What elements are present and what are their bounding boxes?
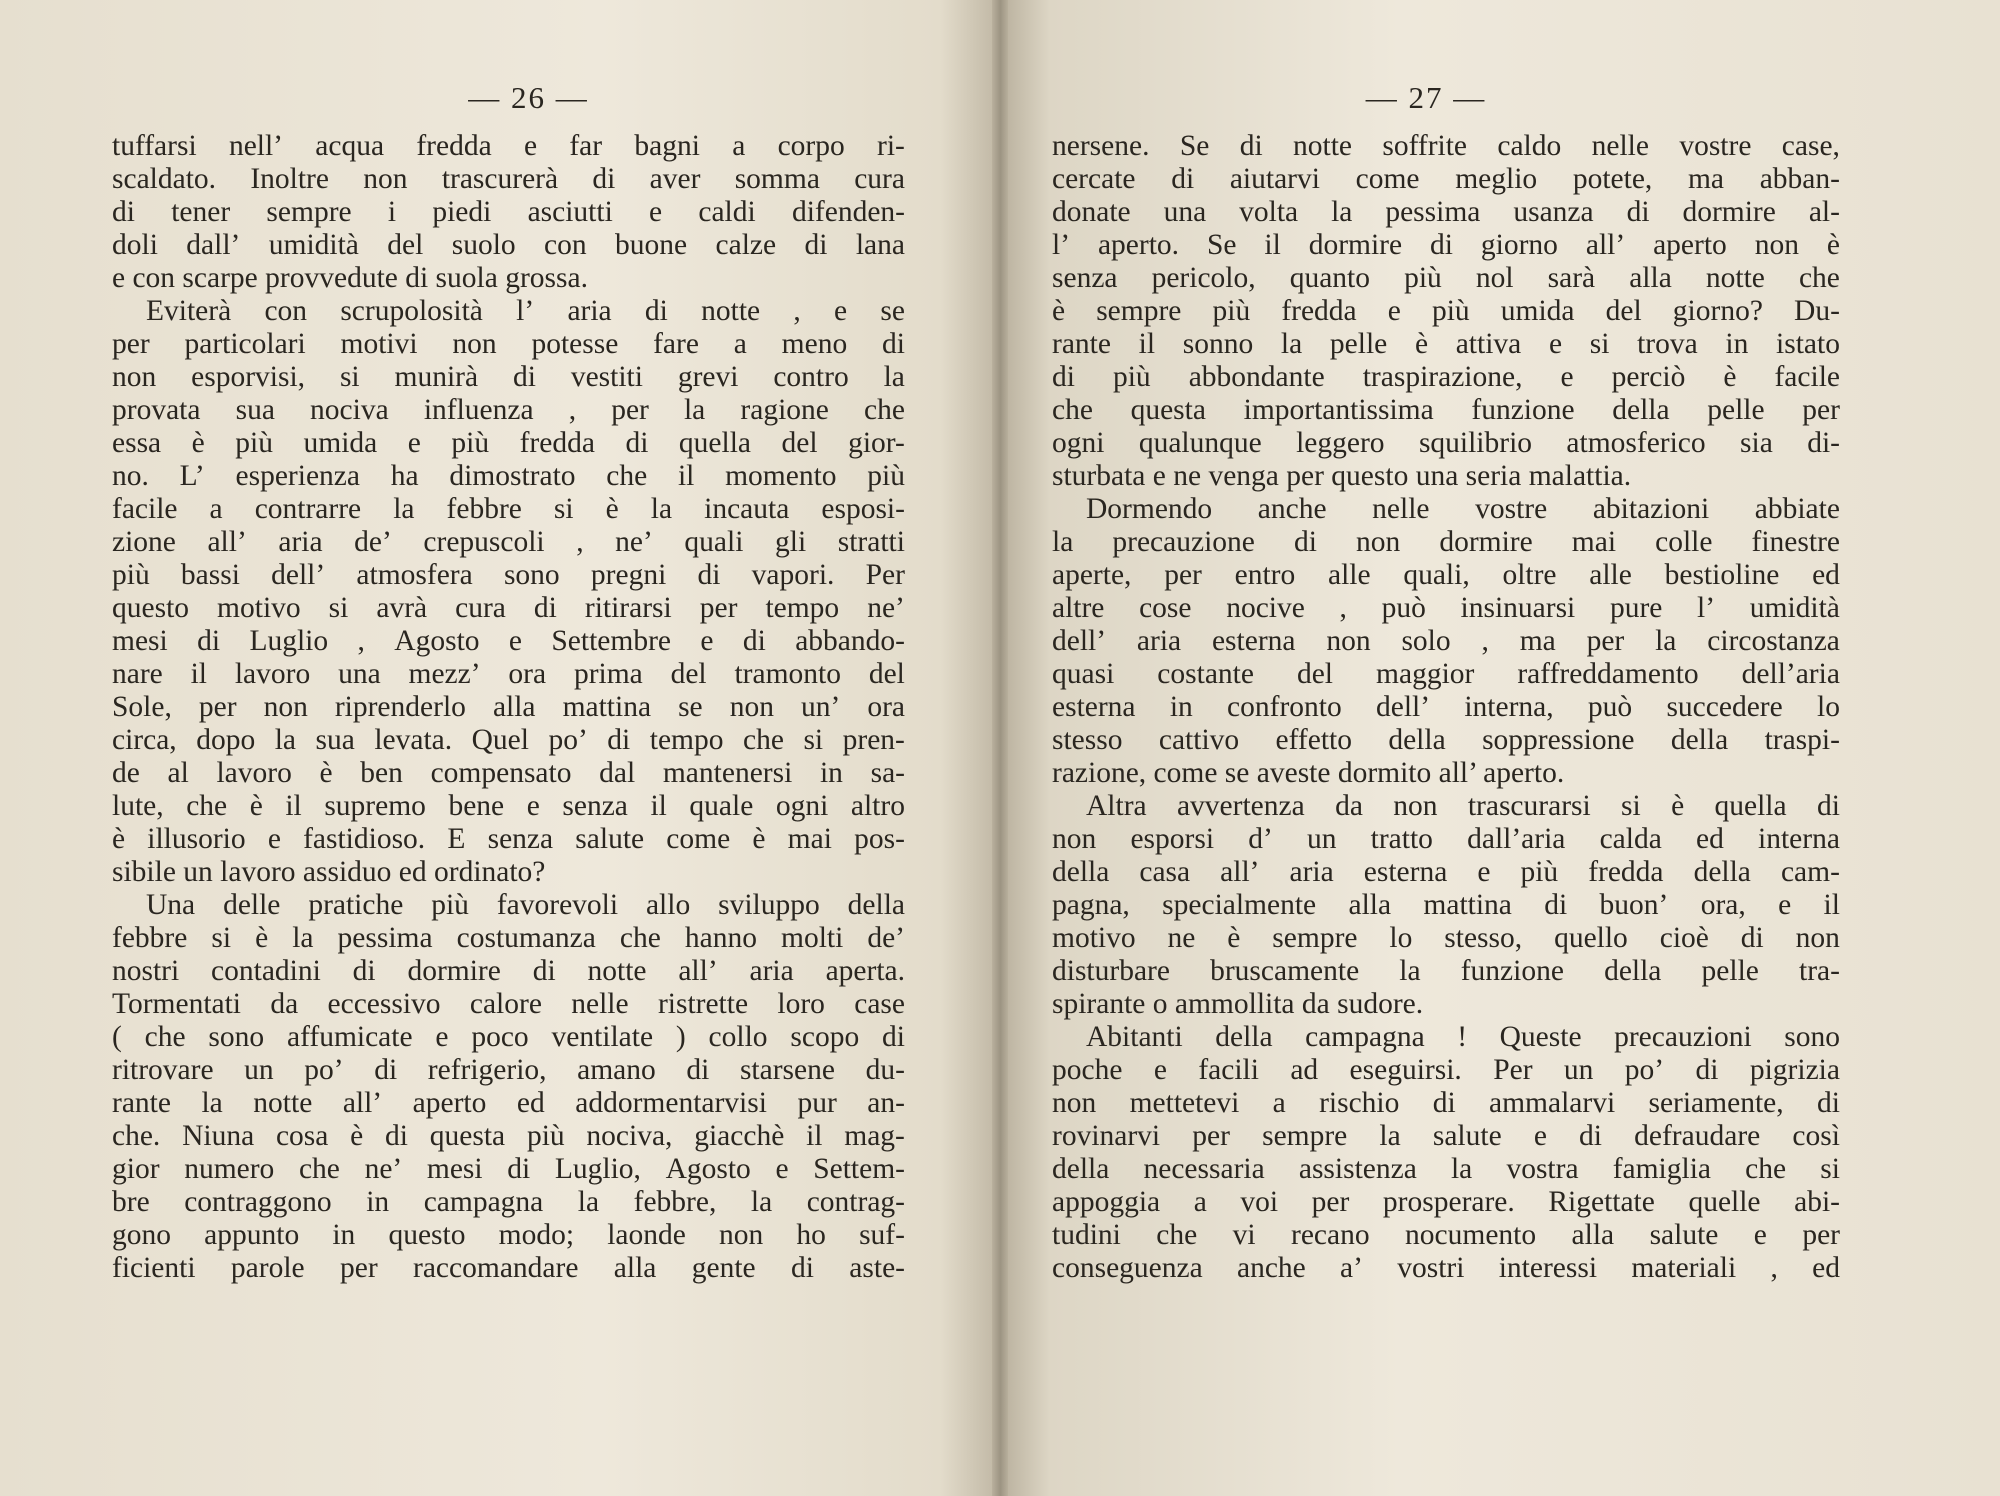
text-line: non esporvisi, si munirà di vestiti grevi contro la xyxy=(112,361,905,393)
text-line: l’ aperto. Se il dormire di giorno all’ aperto non è xyxy=(1052,229,1840,261)
text-line: Altra avvertenza da non trascurarsi si è quella di xyxy=(1086,790,1840,822)
text-line: zione all’ aria de’ crepuscoli , ne’ quali gli stratti xyxy=(112,526,905,558)
text-line: tudini che vi recano nocumento alla salute e per xyxy=(1052,1219,1840,1251)
book-gutter xyxy=(992,0,1008,1496)
text-line: per particolari motivi non potesse fare a meno di xyxy=(112,328,905,360)
text-line: mesi di Luglio , Agosto e Settembre e di abbando- xyxy=(112,625,905,657)
text-line: gior numero che ne’ mesi di Luglio, Agosto e Settem- xyxy=(112,1153,905,1185)
text-line: provata sua nociva influenza , per la ragione che xyxy=(112,394,905,426)
text-line: essa è più umida e più fredda di quella del gior- xyxy=(112,427,905,459)
text-line: no. L’ esperienza ha dimostrato che il momento più xyxy=(112,460,905,492)
text-line: senza pericolo, quanto più nol sarà alla notte che xyxy=(1052,262,1840,294)
text-line: circa, dopo la sua levata. Quel po’ di tempo che si pren- xyxy=(112,724,905,756)
text-line: che. Niuna cosa è di questa più nociva, giacchè il mag- xyxy=(112,1120,905,1152)
text-line: motivo ne è sempre lo stesso, quello cioè di non xyxy=(1052,922,1840,954)
text-line: nostri contadini di dormire di notte all’ aria aperta. xyxy=(112,955,905,987)
text-line: più bassi dell’ atmosfera sono pregni di vapori. Per xyxy=(112,559,905,591)
text-line: razione, come se aveste dormito all’ aperto. xyxy=(1052,757,1565,789)
text-line: appoggia a voi per prosperare. Rigettate quelle abi- xyxy=(1052,1186,1840,1218)
text-line: esterna in confronto dell’ interna, può succedere lo xyxy=(1052,691,1840,723)
text-line: Tormentati da eccessivo calore nelle ristrette loro case xyxy=(112,988,905,1020)
text-line: e con scarpe provvedute di suola grossa. xyxy=(112,262,588,294)
text-line: questo motivo si avrà cura di ritirarsi per tempo ne’ xyxy=(112,592,905,624)
text-line: rante il sonno la pelle è attiva e si trova in istato xyxy=(1052,328,1840,360)
page-number: — 27 — xyxy=(1365,80,1487,115)
text-line: facile a contrarre la febbre si è la incauta esposi- xyxy=(112,493,905,525)
text-line: poche e facili ad eseguirsi. Per un po’ di pigrizia xyxy=(1052,1054,1840,1086)
text-line: è sempre più fredda e più umida del giorno? Du- xyxy=(1052,295,1840,327)
text-line: ( che sono affumicate e poco ventilate ) collo scopo di xyxy=(112,1021,905,1053)
text-line: aperte, per entro alle quali, oltre alle bestioline ed xyxy=(1052,559,1840,591)
text-line: ritrovare un po’ di refrigerio, amano di starsene du- xyxy=(112,1054,905,1086)
text-line: gono appunto in questo modo; laonde non ho suf- xyxy=(112,1219,905,1251)
text-line: di più abbondante traspirazione, e perciò è facile xyxy=(1052,361,1840,393)
text-line: Eviterà con scrupolosità l’ aria di notte , e se xyxy=(146,295,905,327)
text-line: Dormendo anche nelle vostre abitazioni abbiate xyxy=(1086,493,1840,525)
text-line: è illusorio e fastidioso. E senza salute come è mai pos- xyxy=(112,823,905,855)
text-line: stesso cattivo effetto della soppressione della traspi- xyxy=(1052,724,1840,756)
text-line: conseguenza anche a’ vostri interessi materiali , ed xyxy=(1052,1252,1840,1284)
text-line: doli dall’ umidità del suolo con buone calze di lana xyxy=(112,229,905,261)
text-line: bre contraggono in campagna la febbre, la contrag- xyxy=(112,1186,905,1218)
page-text xyxy=(112,130,905,1285)
right-page xyxy=(1000,0,2000,1496)
text-line: non esporsi d’ un tratto dall’aria calda ed interna xyxy=(1052,823,1840,855)
text-line: rante la notte all’ aperto ed addormentarvisi pur an- xyxy=(112,1087,905,1119)
text-line: dell’ aria esterna non solo , ma per la circostanza xyxy=(1052,625,1840,657)
text-line: ogni qualunque leggero squilibrio atmosferico sia di- xyxy=(1052,427,1840,459)
text-line: Abitanti della campagna ! Queste precauzioni sono xyxy=(1086,1021,1840,1053)
text-line: lute, che è il supremo bene e senza il quale ogni altro xyxy=(112,790,905,822)
text-line: febbre si è la pessima costumanza che hanno molti de’ xyxy=(112,922,905,954)
text-line: ficienti parole per raccomandare alla gente di aste- xyxy=(112,1252,905,1284)
text-line: Sole, per non riprenderlo alla mattina se non un’ ora xyxy=(112,691,905,723)
text-line: de al lavoro è ben compensato dal mantenersi in sa- xyxy=(112,757,905,789)
page-number: — 26 — xyxy=(468,80,589,115)
text-line: della necessaria assistenza la vostra famiglia che si xyxy=(1052,1153,1840,1185)
text-line: disturbare bruscamente la funzione della pelle tra- xyxy=(1052,955,1840,987)
text-line: rovinarvi per sempre la salute e di defraudare così xyxy=(1052,1120,1840,1152)
text-line: sibile un lavoro assiduo ed ordinato? xyxy=(112,856,546,888)
text-line: non mettetevi a rischio di ammalarvi seriamente, di xyxy=(1052,1087,1840,1119)
text-line: quasi costante del maggior raffreddamento dell’aria xyxy=(1052,658,1840,690)
text-line: la precauzione di non dormire mai colle finestre xyxy=(1052,526,1840,558)
text-line: spirante o ammollita da sudore. xyxy=(1052,988,1424,1020)
text-line: altre cose nocive , può insinuarsi pure l’ umidità xyxy=(1052,592,1840,624)
text-line: cercate di aiutarvi come meglio potete, ma abban- xyxy=(1052,163,1840,195)
text-line: di tener sempre i piedi asciutti e caldi difenden- xyxy=(112,196,905,228)
page-text xyxy=(1052,130,1840,1285)
text-line: scaldato. Inoltre non trascurerà di aver somma cura xyxy=(112,163,905,195)
text-line: della casa all’ aria esterna e più fredda della cam- xyxy=(1052,856,1840,888)
text-line: nersene. Se di notte soffrite caldo nelle vostre case, xyxy=(1052,130,1840,162)
text-line: Una delle pratiche più favorevoli allo sviluppo della xyxy=(146,889,905,921)
text-line: sturbata e ne venga per questo una seria malattia. xyxy=(1052,460,1632,492)
text-line: nare il lavoro una mezz’ ora prima del tramonto del xyxy=(112,658,905,690)
text-line: pagna, specialmente alla mattina di buon’ ora, e il xyxy=(1052,889,1840,921)
text-line: donate una volta la pessima usanza di dormire al- xyxy=(1052,196,1840,228)
text-line: che questa importantissima funzione della pelle per xyxy=(1052,394,1840,426)
text-line: tuffarsi nell’ acqua fredda e far bagni a corpo ri- xyxy=(112,130,905,162)
